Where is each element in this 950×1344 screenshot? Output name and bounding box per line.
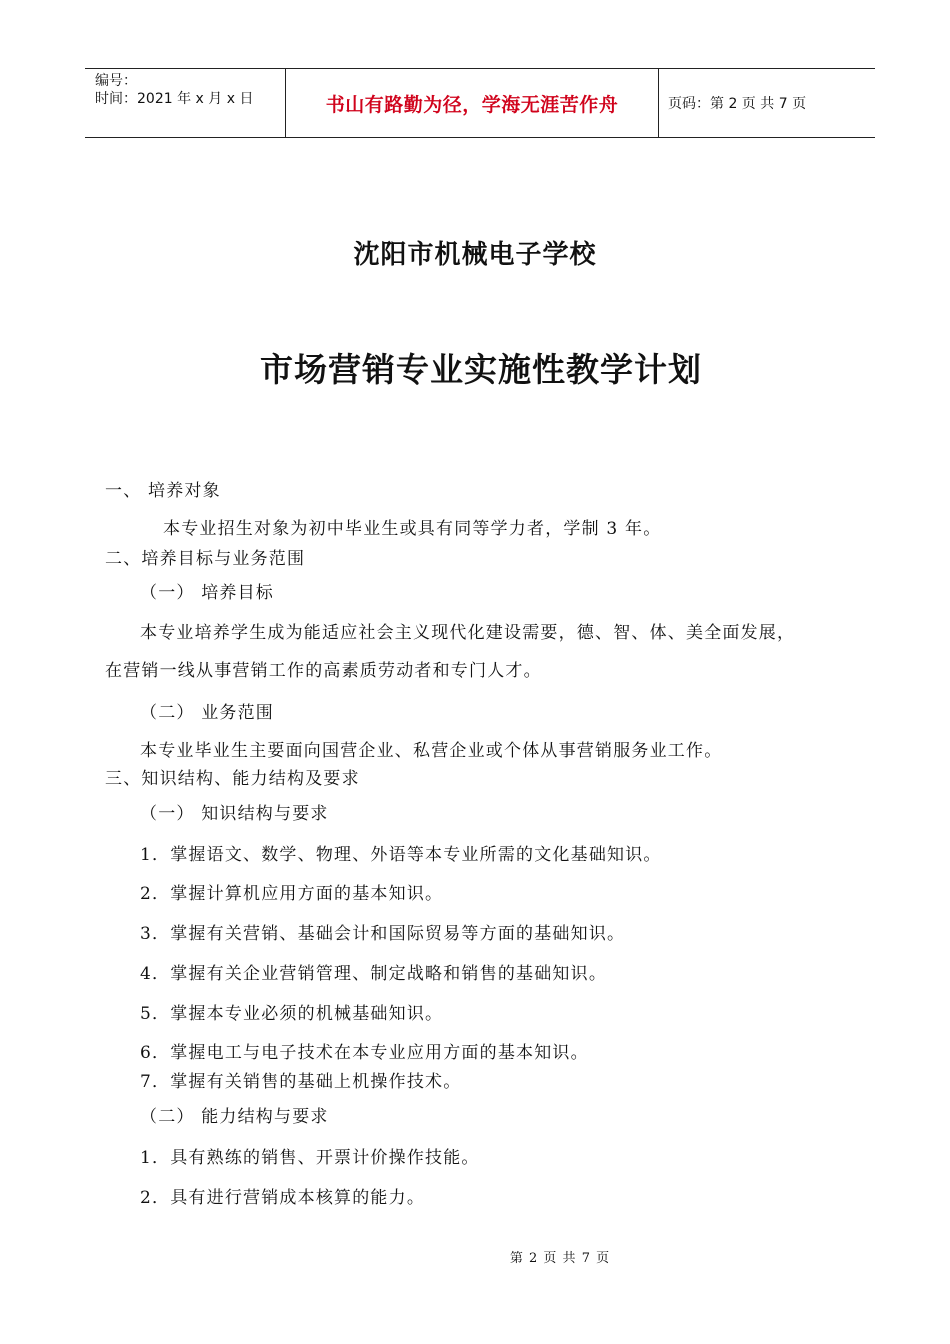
- section-1-heading: 一、 培养对象: [105, 481, 221, 501]
- header-info-cell: [85, 69, 286, 137]
- knowledge-item: 4．掌握有关企业营销管理、制定战略和销售的基础知识。: [140, 964, 608, 984]
- knowledge-item: 5．掌握本专业必须的机械基础知识。: [140, 1004, 444, 1024]
- section-2-subheading-1: （一） 培养目标: [140, 583, 275, 603]
- knowledge-item: 1．掌握语文、数学、物理、外语等本专业所需的文化基础知识。: [140, 845, 662, 865]
- document-title: 市场营销专业实施性教学计划: [260, 350, 702, 389]
- section-3-heading: 三、知识结构、能力结构及要求: [105, 769, 360, 789]
- knowledge-item: 6．掌握电工与电子技术在本专业应用方面的基本知识。: [140, 1043, 589, 1063]
- header-motto-cell: [286, 69, 659, 137]
- ability-item: 2．具有进行营销成本核算的能力。: [140, 1188, 426, 1208]
- page-header: [85, 68, 875, 138]
- section-2-paragraph-1-line-2: 在营销一线从事营销工作的高素质劳动者和专门人才。: [105, 661, 542, 681]
- section-1-body: 本专业招生对象为初中毕业生或具有同等学力者，学制 3 年。: [163, 519, 662, 539]
- knowledge-item: 3．掌握有关营销、基础会计和国际贸易等方面的基础知识。: [140, 924, 626, 944]
- section-2-heading: 二、培养目标与业务范围: [105, 549, 306, 569]
- header-page-label: 页码：第 2 页 共 7 页: [668, 96, 807, 112]
- section-3-subheading-1: （一） 知识结构与要求: [140, 804, 329, 824]
- knowledge-item: 2．掌握计算机应用方面的基本知识。: [140, 884, 444, 904]
- date-label: 时间：2021 年 x 月 x 日: [95, 91, 254, 107]
- motto-text: 书山有路勤为径，学海无涯苦作舟: [325, 93, 619, 116]
- school-name: 沈阳市机械电子学校: [353, 240, 597, 270]
- knowledge-item: 7．掌握有关销售的基础上机操作技术。: [140, 1072, 462, 1092]
- page-footer: 第 2 页 共 7 页: [509, 1251, 611, 1266]
- section-3-subheading-2: （二） 能力结构与要求: [140, 1107, 329, 1127]
- section-2-paragraph-1-line-1: 本专业培养学生成为能适应社会主义现代化建设需要，德、智、体、美全面发展，: [140, 623, 796, 643]
- ability-item: 1．具有熟练的销售、开票计价操作技能。: [140, 1148, 480, 1168]
- number-label: 编号：: [95, 73, 137, 89]
- header-page-cell: [659, 69, 875, 137]
- section-2-paragraph-2: 本专业毕业生主要面向国营企业、私营企业或个体从事营销服务业工作。: [140, 741, 723, 761]
- section-2-subheading-2: （二） 业务范围: [140, 703, 275, 723]
